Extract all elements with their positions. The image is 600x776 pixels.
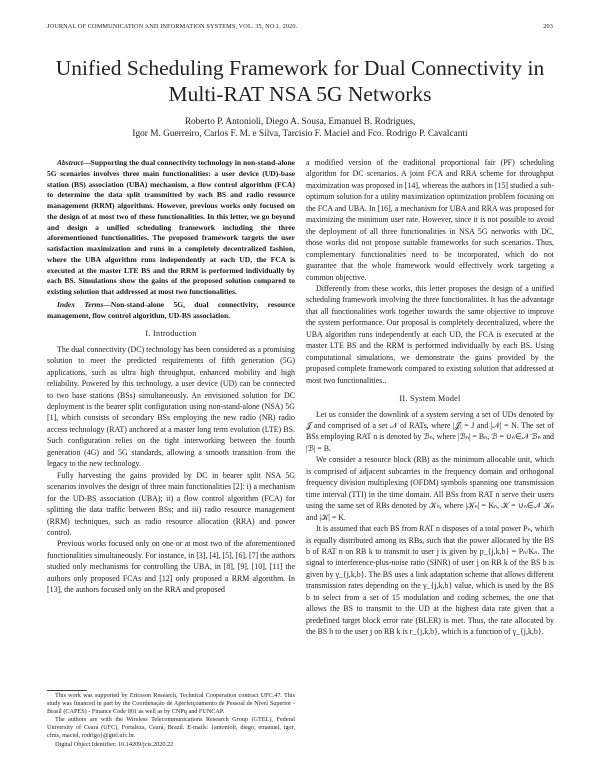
footnote-affiliation: The authors are with the Wireless Telecommunications Research Group (GTEL), Federal University of Ceará (UFC), Fortaleza, Ceará, Brazil. E-mails: {antonioli, diego, emanuel, igor, cfms, maciel, rodrigo}@gtel.ufc.br. (47, 716, 295, 740)
paper-title: Unified Scheduling Framework for Dual Connectivity in Multi-RAT NSA 5G Networks (55, 56, 545, 106)
index-terms (47, 300, 295, 322)
paragraph: Let us consider the downlink of a system serving a set of UDs denoted by 𝒥 and comprised of a set 𝒩 of RATs, where |𝒥| = J and |𝒩| = N. The set of BSs employing RAT n is denoted by ℬₙ, where |ℬₙ| = Bₙ, ℬ = ∪ₙ∈𝒩 ℬₙ and |ℬ| = B. (306, 409, 554, 453)
abstract-label: Abstract (57, 158, 83, 167)
paragraph: Differently from these works, this letter proposes the design of a unified scheduling framework involving the three functionalities. It has the advantage that all functionalities work together towards the same objective to improve the system performance. Our proposal is completely decentralized, where the UBA algorithm runs independently at each UD, the FCA is executed at the master LTE BS and the RRM is performed individually by each BS. Using computational simulations, we demonstrate the gains provided by the proposed complete framework compared to existing solution that addressed at most two functionalities.. (306, 283, 554, 385)
footnotes (47, 692, 295, 749)
index-terms-text: —Non-stand-alone 5G, dual connectivity, resource management, flow control algorithm, UD-BS association. (47, 299, 295, 320)
left-column (47, 158, 295, 596)
index-terms-label: Index Terms (57, 299, 104, 309)
paragraph: It is assumed that each BS from RAT n disposes of a total power Pₙ, which is equally distributed among its RBs, such that the power allocated by the BS b of RAT n on RB k to transmit to user j is given by p_{j,k,b} = Pₙ/Kₙ. The signal to interference-plus-noise ratio (SINR) of user j on RB k of the BS b is given by γ_{j,k,b}. The BS uses a link adaptation scheme that allows different transmission rates depending on the γ_{j,k,b} value, which is used by the BS b to select from a set of 15 modulation and coding schemes, the one that allows the BS to transmit to the UD at the highest data rate given that a predefined target block error rate (BLER) is met. Thus, the rate allocated by the BS b to the user j on RB k is r_{j,k,b}, which is a function of γ_{j,k,b}. (306, 524, 554, 637)
page-number: 203 (543, 23, 553, 30)
paragraph: Previous works focused only on one or at most two of the aforementioned functionalities simultaneously. For instance, in [3], [4], [5], [6], [7] the authors studied only mechanisms for controlling the UBA, in [8], [9], [10], [11] the authors only proposed FCAs and [12] only proposed a RRM algorithm. In [13], the authors focused only on the RRA and proposed (47, 539, 295, 595)
footnote-divider (47, 690, 87, 691)
right-column (306, 157, 554, 638)
author-line-1: Roberto P. Antonioli, Diego A. Sousa, Emanuel B. Rodrigues, (184, 117, 416, 127)
footnote-funding: This work was supported by Ericsson Research, Technical Cooperation contract UFC.47. This study was financed in part by the Coordenação de Aperfeiçoamento de Pessoal de Nível Superior - Brasil (CAPES) - Finance Code 001 as well as by CNPq and FUNCAP. (47, 692, 295, 716)
journal-header: JOURNAL OF COMMUNICATION AND INFORMATION SYSTEMS, VOL. 35, NO.1, 2020. (47, 23, 298, 30)
section-heading-introduction: I. Introduction (145, 329, 197, 339)
abstract (47, 158, 295, 298)
author-line-2: Igor M. Guerreiro, Carlos F. M. e Silva, Tarcisio F. Maciel and Fco. Rodrigo P. Cavalcanti (132, 129, 468, 139)
paragraph: Fully harvesting the gains provided by DC in bearer split NSA 5G scenarios involves the design of three main functionalities [2]: i) a mechanism for the UD-BS association (UBA); ii) a flow control algorithm (FCA) for splitting the data traffic between BSs; and iii) radio resource management (RRM) techniques, such as radio resource allocation (RRA) and power control. (47, 470, 295, 537)
paragraph: We consider a resource block (RB) as the minimum allocable unit, which is comprised of adjacent subcarries in the frequency domain and orthogonal frequency division multiplexing (OFDM) symbols spanning one transmission time interval (TTI) in the time domain. All BSs from RAT n serve their users using the same set of RBs denoted by 𝒦ₙ, where |𝒦ₙ| = Kₙ, 𝒦 = ∪ₙ∈𝒩 𝒦ₙ and |𝒦| = K. (306, 455, 554, 522)
running-header (47, 23, 553, 33)
section-heading-system-model: II. System Model (399, 394, 461, 404)
abstract-text: —Supporting the dual connectivity technology in non-stand-alone 5G scenarios involves three main functionalities: a user device (UD)-base station (BS) association (UBA) mechanism, a flow control algorithm (FCA) to determine the data split transmitted by each BS and radio resource management (RRM) algorithms. However, previous works only focused on the design of at most two of these functionalities. In this letter, we go beyond and design a unified scheduling framework including the three aforementioned functionalities. The proposed framework targets the user satisfaction maximization and runs in a completely decentralized fashion, where the UBA algorithm runs independently at each UD, the FCA is executed at the master LTE BS and the RRM is performed individually by each BS. Simulations show the gains of the proposed solution compared to existing solution that addressed at most two functionalities. (47, 158, 295, 296)
paragraph: a modified version of the traditional proportional fair (PF) scheduling algorithm for DC scenarios. A joint FCA and RRA scheme for throughput maximization was proposed in [14], whereas the authors in [15] studied a sub-optimum solution for a utility maximization optimization problem focusing on the FCA and UBA. In [16], a mechanism for UBA and RRA was proposed for maximizing the minimum user rate. However, since it is not possible to avoid the deployment of all three functionalities in NSA 5G networks with DC, those works did not propose suitable frameworks for such scenarios. Thus, complementary functionalities need to be incorporated, which do not guarantee that the whole framework would effectively work targeting a common objective. (306, 158, 554, 282)
paragraph: The dual connectivity (DC) technology has been considered as a promising solution to meet the predicted requirements of fifth generation (5G) applications, such as ultra high throughput, enhanced mobility and high reliability. Powered by this technology, a user device (UD) can be connected to two base stations (BSs) simultaneously. An envisioned solution for DC deployment is the bearer split configuration using non-stand-alone (NSA) 5G [1], which consists of secondary BSs employing the new radio (NR) radio access technology (RAT) anchored at a master long term evolution (LTE) BS. Such configuration relies on the tight interworking between the fourth generation (4G) and 5G standards, allowing a smooth transition from the legacy to the new technology. (47, 344, 295, 469)
footnote-doi: Digital Object Identifier: 10.14209/jcis.2020.22 (55, 740, 174, 748)
author-list (47, 116, 553, 140)
